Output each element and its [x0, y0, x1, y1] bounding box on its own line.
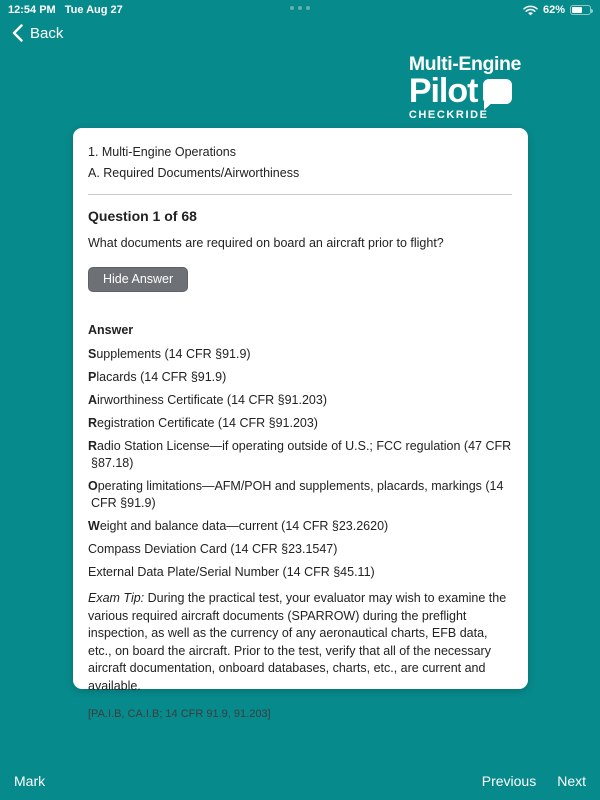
- section-title: A. Required Documents/Airworthiness: [88, 166, 300, 180]
- question-text: What documents are required on board an aircraft prior to flight?: [88, 236, 444, 250]
- answer-item: Weight and balance data—current (14 CFR §23.2620): [88, 519, 389, 533]
- exam-tip-text: During the practical test, your evaluator may wish to examine the various required aircraft documents (SPARROW) during the preflight inspection, as well as the currency of any aeronautical charts, EFB data, etc., on board the aircraft. Prior to the test, verify that all of the necessary aircraft documentation, onboard databases, charts, etc., are current and available.: [88, 591, 507, 693]
- answer-item: External Data Plate/Serial Number (14 CFR §45.11): [88, 565, 375, 579]
- speech-bubble-icon: [483, 79, 512, 104]
- acs-reference: [PA.I.B, CA.I.B; 14 CFR 91.9, 91.203]: [88, 708, 271, 720]
- answer-item: Operating limitations—AFM/POH and supplements, placards, markings (14 CFR §91.9): [88, 479, 504, 510]
- chapter-title: 1. Multi-Engine Operations: [88, 145, 236, 159]
- question-counter: Question 1 of 68: [88, 208, 197, 224]
- exam-tip: [88, 590, 512, 695]
- answer-heading: Answer: [88, 323, 134, 337]
- divider: [88, 194, 512, 195]
- answer-item: Registration Certificate (14 CFR §91.203): [88, 416, 318, 430]
- logo-line2: Pilot: [408, 71, 478, 110]
- status-bar: [0, 0, 600, 20]
- battery-percent: 62%: [542, 4, 565, 16]
- exam-tip-label: Exam Tip:: [88, 591, 145, 605]
- mark-button[interactable]: Mark: [14, 773, 46, 789]
- wifi-icon: [523, 5, 538, 16]
- bottom-toolbar: [0, 762, 600, 800]
- battery-icon: [570, 5, 591, 15]
- answer-item: Radio Station License—if operating outside of U.S.; FCC regulation (47 CFR §87.18): [88, 439, 512, 470]
- back-label: Back: [30, 24, 64, 42]
- back-button[interactable]: [12, 24, 63, 42]
- chevron-left-icon: [12, 24, 23, 42]
- question-card: [73, 128, 528, 720]
- answer-item: Supplements (14 CFR §91.9): [88, 347, 251, 361]
- status-time: 12:54 PM: [8, 4, 56, 16]
- answer-item: Placards (14 CFR §91.9): [88, 370, 227, 384]
- answer-item: Compass Deviation Card (14 CFR §23.1547): [88, 542, 338, 556]
- next-button[interactable]: Next: [557, 773, 586, 789]
- status-date: Tue Aug 27: [64, 4, 123, 16]
- logo-line1: Multi-Engine: [408, 53, 521, 75]
- app-logo: [409, 55, 521, 121]
- previous-button[interactable]: Previous: [481, 773, 537, 789]
- hide-answer-button[interactable]: Hide Answer: [88, 267, 188, 292]
- multitask-dots-icon: [290, 6, 310, 10]
- logo-line3: CHECKRIDE: [408, 108, 489, 121]
- answer-item: Airworthiness Certificate (14 CFR §91.203): [88, 393, 327, 407]
